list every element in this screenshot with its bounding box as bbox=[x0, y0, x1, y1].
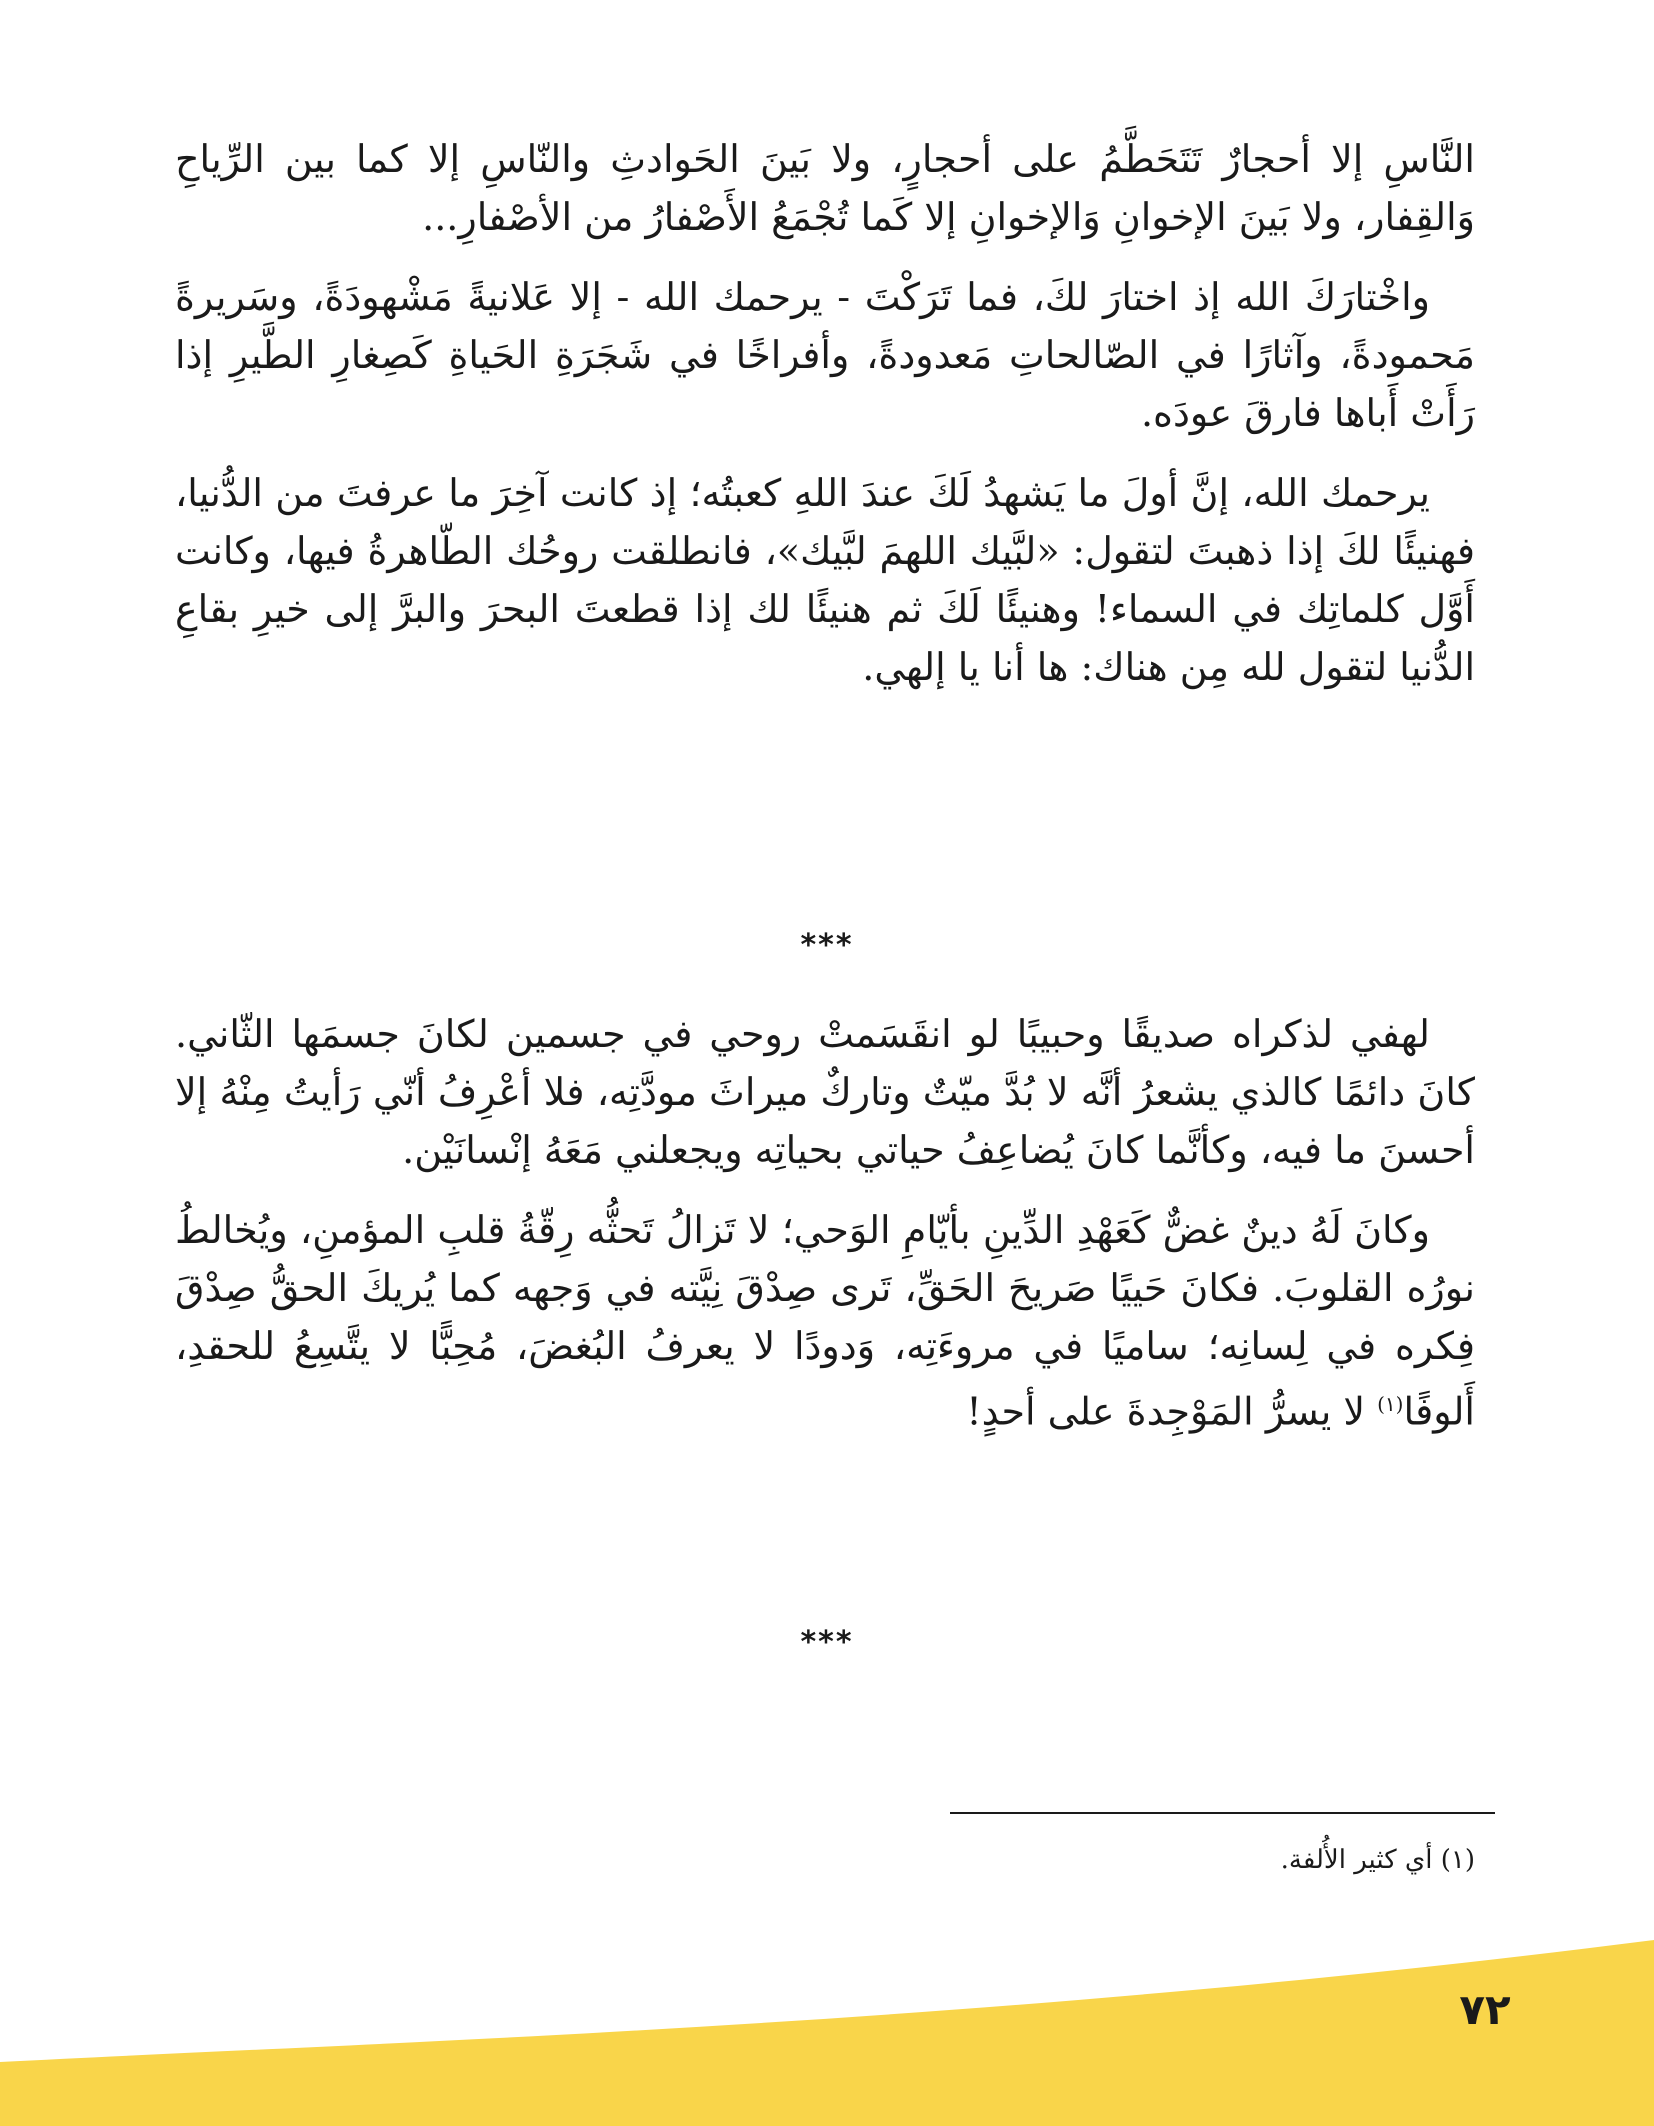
paragraph-1: النَّاسِ إلا أحجارٌ تَتَحَطَّمُ على أحجارٍ، ولا بَينَ الحَوادثِ والنّاسِ إلا كما بين الرِّياحِ وَالقِفار، ولا بَينَ الإخوانِ وَالإخوانِ إلا كَما تُجْمَعُ الأَصْفارُ من الأصْفارِ... bbox=[175, 137, 1475, 239]
paragraph-5 bbox=[175, 1201, 1475, 1441]
section-separator-2: *** bbox=[800, 1625, 854, 1660]
text-section-1 bbox=[175, 130, 1475, 696]
text-section-2 bbox=[175, 1005, 1475, 1441]
paragraph-2: واخْتارَكَ الله إذ اختارَ لكَ، فما تَرَكْتَ - يرحمك الله - إلا عَلانيةً مَشْهودَةً، وسَريرةً مَحمودةً، وآثارًا في الصّالحاتِ مَعدودةً، وأفراخًا في شَجَرَةِ الحَياةِ كَصِغارِ الطَّيرِ إذا رَأَتْ أَباها فارقَ عودَه. bbox=[175, 275, 1475, 435]
section-separator-1: *** bbox=[800, 928, 854, 963]
wave-shape bbox=[0, 1940, 1654, 2126]
footnote-reference[interactable]: (١) bbox=[1377, 1392, 1404, 1416]
paragraph-3: يرحمك الله، إنَّ أولَ ما يَشهدُ لَكَ عندَ اللهِ كعبتُه؛ إذ كانت آخِرَ ما عرفتَ من الدُّنيا، فهنيئًا لكَ إذا ذهبتَ لتقول: «لبَّيك اللهمَ لبَّيك»، فانطلقت روحُك الطّاهرةُ فيها، وكانت أَوَّل كلماتِك في السماء! وهنيئًا لَكَ ثم هنيئًا لك إذا قطعتَ البحرَ والبرَّ إلى خيرِ بقاعِ الدُّنيا لتقول لله مِن هناك: ها أنا يا إلهي. bbox=[175, 471, 1475, 689]
page-number: ٧٢ bbox=[1459, 1985, 1511, 2034]
paragraph-5-ending: لا يسرُّ المَوْجِدةَ على أحدٍ! bbox=[966, 1389, 1366, 1434]
footnote: (١) أي كثير الأُلفة. bbox=[1280, 1845, 1475, 1875]
yellow-wave-decoration bbox=[0, 1930, 1654, 2126]
footnote-divider bbox=[950, 1812, 1495, 1814]
paragraph-5-text: وكانَ لَهُ دينٌ غضٌّ كَعَهْدِ الدِّينِ بأيّامِ الوَحي؛ لا تَزالُ تَحثُّه رِقّةُ قلبِ المؤمنِ، ويُخالطُ نورُه القلوبَ. فكانَ حَييًا صَريحَ الحَقِّ، تَرى صِدْقَ نِيَّته في وَجهه كما يُريكَ الحقُّ صِدْقَ فِكره في لِسانِه؛ ساميًا في مروءَتِه، وَدودًا لا يعرفُ البُغضَ، مُحِبًّا لا يتَّسِعُ للحقدِ، أَلوفًا bbox=[175, 1208, 1475, 1434]
paragraph-4: لهفي لذكراه صديقًا وحبيبًا لو انقَسَمتْ روحي في جسمين لكانَ جسمَها الثّاني. كانَ دائمًا كالذي يشعرُ أنَّه لا بُدَّ ميّتٌ وتاركٌ ميراثَ مودَّتِه، فلا أعْرِفُ أنّي رَأيتُ مِنْهُ إلا أحسنَ ما فيه، وكأنَّما كانَ يُضاعِفُ حياتي بحياتِه ويجعلني مَعَهُ إنْسانَيْن. bbox=[175, 1012, 1475, 1172]
